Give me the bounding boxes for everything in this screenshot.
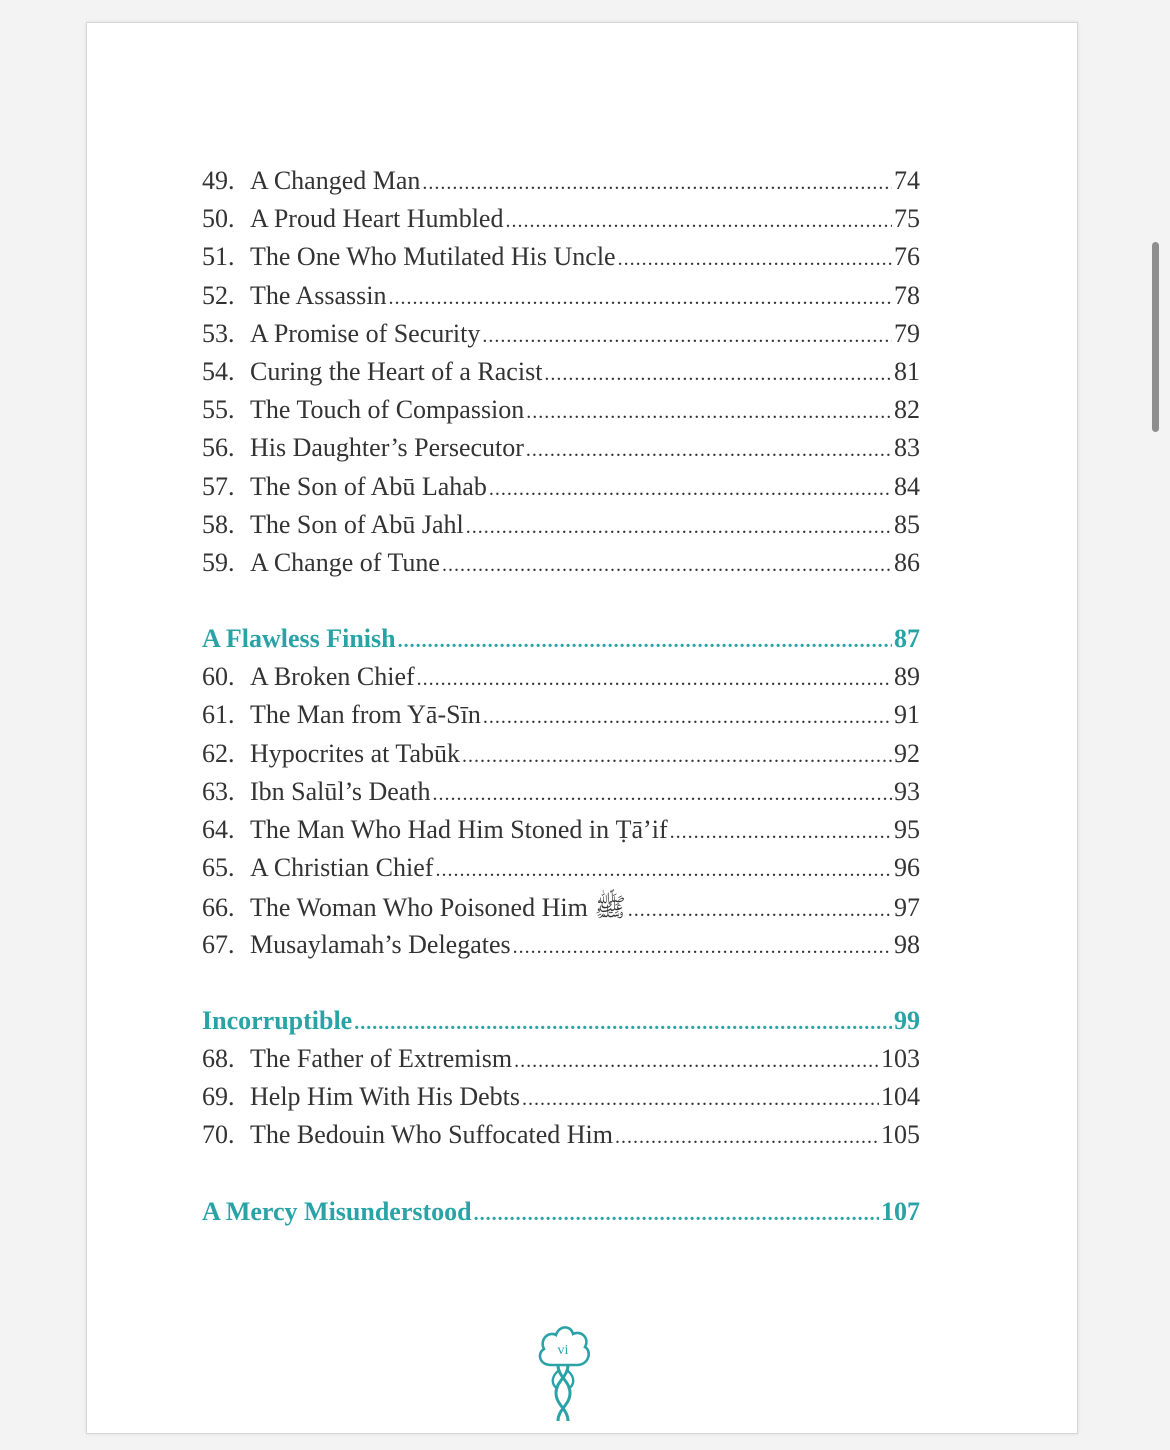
folio-number: vi [557, 1343, 569, 1358]
entry-page: 79 [894, 318, 920, 348]
dot-leader [544, 363, 892, 386]
toc-entry-53[interactable] [202, 319, 920, 357]
dot-leader [513, 936, 892, 959]
entry-number: 53. [202, 318, 235, 348]
dot-leader [398, 630, 892, 653]
entry-number: 49. [202, 166, 235, 195]
toc-entry-59[interactable] [202, 548, 920, 586]
entry-number: 64. [202, 815, 235, 844]
entry-title: A Broken Chief [250, 662, 415, 692]
dot-leader [442, 554, 892, 577]
entry-page: 98 [894, 929, 920, 959]
toc-section-flawless-finish[interactable] [202, 624, 920, 662]
vertical-scrollbar[interactable] [1152, 242, 1159, 432]
toc-entry-55[interactable] [202, 395, 920, 433]
dot-leader [354, 1012, 892, 1035]
dot-leader [474, 1203, 879, 1226]
entry-page: 97 [894, 893, 920, 923]
toc-entry-70[interactable] [202, 1120, 920, 1158]
entry-title: The Touch of Compassion [250, 395, 525, 425]
entry-number: 61. [202, 700, 235, 730]
table-of-contents [202, 166, 920, 1235]
entry-title: Musaylamah’s Delegates [250, 929, 511, 959]
entry-title: Ibn Salūl’s Death [250, 776, 431, 806]
entry-page: 86 [894, 547, 920, 577]
entry-page: 104 [881, 1082, 920, 1112]
dot-leader [417, 668, 892, 691]
entry-page: 84 [894, 471, 920, 501]
dot-leader [466, 516, 892, 539]
entry-title: The One Who Mutilated His Uncle [250, 242, 616, 272]
section-spacer [202, 586, 920, 624]
toc-entry-60[interactable] [202, 662, 920, 700]
entry-title: The Man Who Had Him Stoned in Ṭā’if [250, 815, 668, 844]
dot-leader [433, 783, 892, 806]
dot-leader [489, 478, 892, 501]
entry-page: 92 [894, 738, 920, 768]
entry-number: 60. [202, 662, 235, 692]
entry-title: A Promise of Security [250, 318, 481, 348]
dot-leader [422, 172, 892, 195]
entry-page: 75 [894, 204, 920, 234]
entry-page: 81 [894, 356, 920, 386]
entry-page: 82 [894, 395, 920, 425]
section-spacer [202, 968, 920, 1006]
dot-leader [670, 821, 892, 844]
entry-page: 85 [894, 509, 920, 539]
entry-title: His Daughter’s Persecutor [250, 433, 524, 463]
toc-entry-51[interactable] [202, 242, 920, 280]
toc-entry-61[interactable] [202, 700, 920, 738]
entry-page: 83 [894, 433, 920, 463]
entry-number: 66. [202, 893, 235, 923]
toc-entry-50[interactable] [202, 204, 920, 242]
entry-number: 59. [202, 547, 235, 577]
section-title: A Mercy Misunderstood [202, 1196, 472, 1226]
dot-leader [618, 248, 892, 271]
entry-title: A Proud Heart Humbled [250, 204, 504, 234]
dot-leader [483, 706, 892, 729]
page-folio [533, 1319, 593, 1433]
entry-page: 103 [881, 1043, 920, 1073]
entry-number: 54. [202, 356, 235, 386]
toc-entry-69[interactable] [202, 1082, 920, 1120]
dot-leader [389, 287, 893, 310]
toc-entry-63[interactable] [202, 777, 920, 815]
entry-page: 76 [894, 242, 920, 272]
entry-title: The Bedouin Who Suffocated Him [250, 1120, 613, 1150]
document-page [86, 22, 1078, 1434]
entry-title: The Father of Extremism [250, 1043, 513, 1073]
dot-leader [526, 401, 892, 424]
entry-page: 96 [894, 853, 920, 883]
entry-page: 78 [894, 280, 920, 310]
toc-entry-64[interactable] [202, 815, 920, 853]
toc-section-incorruptible[interactable] [202, 1006, 920, 1044]
entry-number: 58. [202, 509, 235, 539]
toc-entry-62[interactable] [202, 739, 920, 777]
dot-leader [522, 1088, 879, 1111]
entry-title: The Assassin [250, 280, 387, 310]
toc-entry-68[interactable] [202, 1044, 920, 1082]
toc-entry-66[interactable] [202, 891, 920, 929]
entry-number: 57. [202, 471, 235, 501]
entry-title: The Son of Abū Lahab [250, 471, 487, 501]
entry-title: Help Him With His Debts [250, 1082, 521, 1112]
entry-page: 91 [894, 700, 920, 730]
entry-number: 65. [202, 853, 235, 883]
section-page: 87 [894, 624, 920, 654]
toc-entry-54[interactable] [202, 357, 920, 395]
entry-number: 67. [202, 929, 235, 959]
entry-page: 74 [894, 166, 920, 195]
entry-number: 50. [202, 204, 235, 234]
toc-entry-56[interactable] [202, 433, 920, 471]
toc-entry-49[interactable] [202, 166, 920, 204]
entry-title: The Woman Who Poisoned Him ﷺ [250, 893, 626, 923]
section-page: 99 [894, 1005, 920, 1035]
dot-leader [514, 1050, 879, 1073]
entry-title: The Man from Yā-Sīn [250, 700, 481, 730]
entry-number: 69. [202, 1082, 235, 1112]
entry-number: 52. [202, 280, 235, 310]
entry-number: 55. [202, 395, 235, 425]
entry-title: A Changed Man [250, 166, 421, 195]
toc-section-mercy-misunderstood[interactable] [202, 1197, 920, 1235]
entry-number: 62. [202, 738, 235, 768]
entry-number: 68. [202, 1043, 235, 1073]
dot-leader [628, 899, 892, 922]
entry-number: 51. [202, 242, 235, 272]
toc-entry-67[interactable] [202, 930, 920, 968]
entry-page: 93 [894, 776, 920, 806]
entry-page: 95 [894, 815, 920, 844]
section-page: 107 [881, 1196, 920, 1226]
entry-page: 105 [881, 1120, 920, 1150]
toc-entry-52[interactable] [202, 281, 920, 319]
entry-number: 56. [202, 433, 235, 463]
dot-leader [435, 859, 892, 882]
dot-leader [462, 745, 892, 768]
entry-title: Hypocrites at Tabūk [250, 738, 460, 768]
toc-entry-58[interactable] [202, 510, 920, 548]
entry-title: Curing the Heart of a Racist [250, 356, 543, 386]
entry-title: A Christian Chief [250, 853, 434, 883]
dot-leader [615, 1126, 879, 1149]
section-title: A Flawless Finish [202, 624, 396, 654]
entry-page: 89 [894, 662, 920, 692]
toc-entry-65[interactable] [202, 853, 920, 891]
entry-number: 70. [202, 1120, 235, 1150]
dot-leader [526, 439, 892, 462]
dot-leader [482, 325, 892, 348]
tree-knot-icon [533, 1319, 593, 1433]
entry-title: A Change of Tune [250, 547, 440, 577]
dot-leader [505, 210, 892, 233]
section-spacer [202, 1159, 920, 1197]
entry-number: 63. [202, 776, 235, 806]
entry-title: The Son of Abū Jahl [250, 509, 464, 539]
toc-entry-57[interactable] [202, 472, 920, 510]
section-title: Incorruptible [202, 1005, 353, 1035]
